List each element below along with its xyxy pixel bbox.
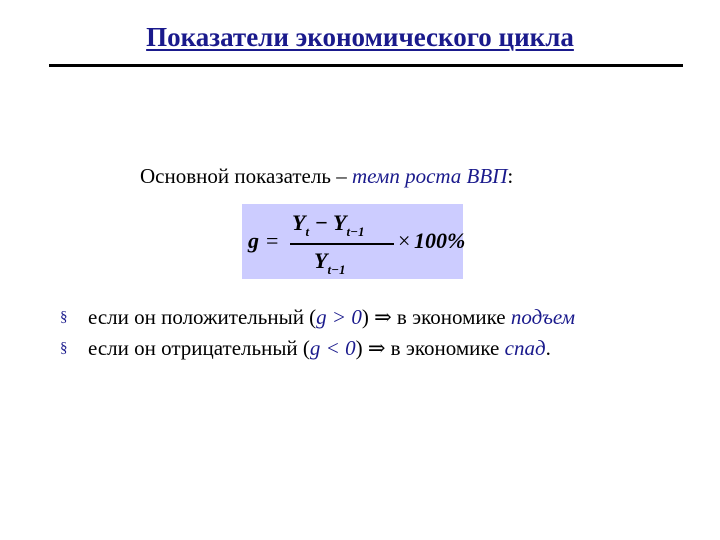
bullet-implies: ) ⇒ в экономике: [355, 336, 505, 360]
formula-percent: 100%: [414, 228, 466, 253]
bullet-item-positive: [60, 302, 575, 333]
page-title: Показатели экономического цикла: [146, 22, 574, 52]
bullet-marker-icon: §: [60, 309, 68, 325]
bullet-var: g: [309, 336, 321, 360]
bullet-result: подъем: [510, 305, 576, 329]
formula-lhs: g: [248, 228, 259, 253]
growth-rate-formula: [242, 204, 466, 279]
bullet-result: спад: [504, 336, 546, 360]
title-divider: [49, 64, 683, 67]
fraction-bar: [290, 243, 394, 245]
bullet-condition: > 0: [326, 305, 362, 329]
formula-equals: =: [266, 228, 279, 253]
bullet-list: [60, 302, 575, 364]
numerator-sub2: t−1: [346, 224, 365, 239]
formula-numerator: [292, 210, 364, 240]
denominator-y: Y: [314, 248, 328, 273]
bullet-after: .: [545, 336, 551, 360]
bullet-text-before: если он положительный (: [88, 305, 317, 329]
formula-denominator: [314, 248, 345, 278]
numerator-minus-y: − Y: [309, 210, 347, 235]
formula-times: ×: [398, 228, 411, 253]
main-emphasis: темп роста ВВП: [351, 164, 508, 188]
bullet-text-before: если он отрицательный (: [88, 336, 310, 360]
bullet-marker-icon: §: [60, 340, 68, 356]
main-indicator-line: [140, 164, 513, 189]
numerator-sub1: t: [305, 224, 310, 239]
bullet-implies: ) ⇒ в экономике: [361, 305, 511, 329]
main-prefix: Основной показатель –: [140, 164, 352, 188]
bullet-condition: < 0: [320, 336, 356, 360]
denominator-sub: t−1: [327, 262, 346, 277]
main-suffix: :: [507, 164, 514, 188]
numerator-y1: Y: [292, 210, 306, 235]
bullet-var: g: [316, 305, 327, 329]
bullet-item-negative: [60, 333, 575, 364]
